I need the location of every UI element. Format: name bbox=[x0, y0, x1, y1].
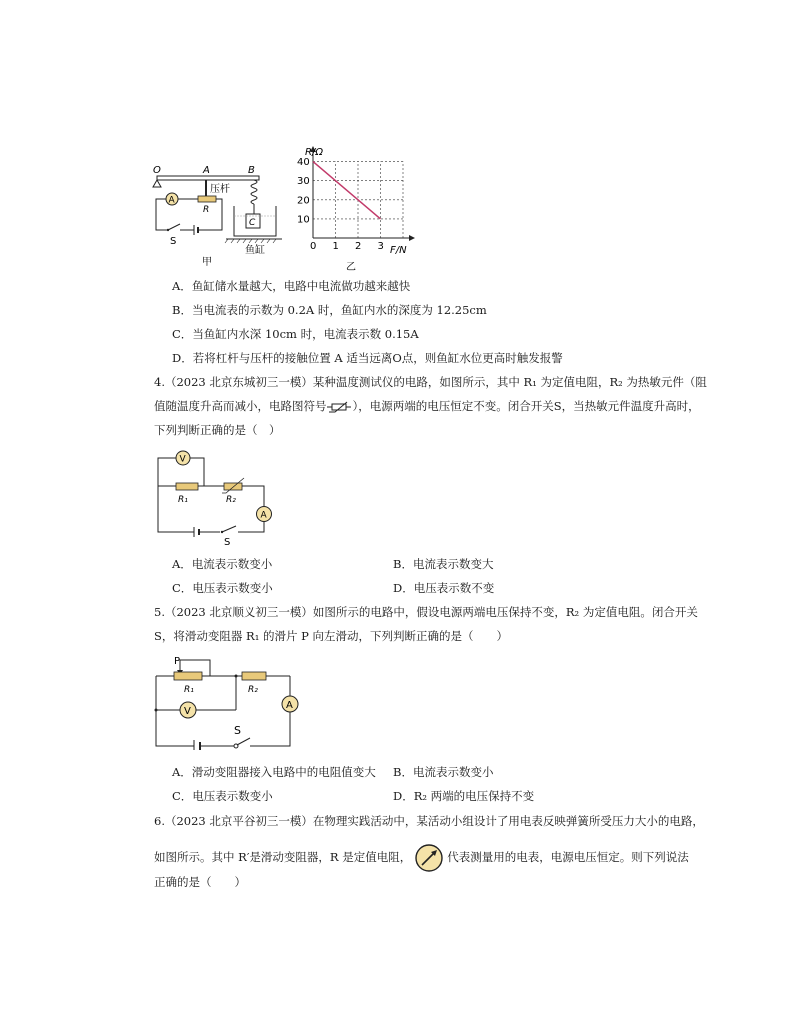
q5-stem-line2: S，将滑动变阻器 R₁ 的滑片 P 向左滑动，下列判断正确的是（ ） bbox=[154, 629, 509, 643]
q6-stem-line3: 正确的是（ ） bbox=[154, 875, 246, 889]
chart-xtick-label: 2 bbox=[355, 241, 362, 252]
thermistor-symbol-icon bbox=[327, 401, 353, 413]
ammeter-label: A bbox=[168, 195, 175, 206]
chart-ytick-label: 20 bbox=[297, 195, 310, 207]
label-P: P bbox=[174, 656, 181, 667]
q4-option-d[interactable]: D．电压表示数不变 bbox=[393, 581, 495, 595]
label-S: S bbox=[224, 537, 231, 546]
figure-caption-jia: 甲 bbox=[202, 257, 212, 268]
label-S: S bbox=[234, 724, 241, 737]
q5-option-d[interactable]: D．R₂ 两端的电压保持不变 bbox=[393, 789, 535, 803]
ammeter-label: A bbox=[260, 510, 267, 521]
q5-option-c[interactable]: C．电压表示数变小 bbox=[172, 789, 273, 803]
q3-option-c[interactable]: C．当鱼缸内水深 10cm 时，电流表示数 0.15A bbox=[172, 327, 419, 341]
label-R: R bbox=[203, 205, 210, 215]
label-B: B bbox=[248, 165, 255, 176]
spring-icon bbox=[251, 180, 257, 204]
ammeter-label: A bbox=[286, 700, 293, 711]
q3-option-b[interactable]: B．当电流表的示数为 0.2A 时，鱼缸内水的深度为 12.25cm bbox=[172, 303, 487, 317]
chart-xtick-label: 3 bbox=[377, 241, 384, 252]
chart-ylabel: R/Ω bbox=[305, 147, 323, 158]
q3-option-d[interactable]: D．若将杠杆与压杆的接触位置 A 适当远离O点，则鱼缸水位更高时触发报警 bbox=[172, 351, 563, 365]
chart-series-line bbox=[313, 162, 381, 219]
chart-ytick-label: 40 bbox=[297, 157, 310, 169]
switch-S bbox=[237, 738, 250, 745]
label-A: A bbox=[203, 165, 210, 176]
q5-option-a[interactable]: A．滑动变阻器接入电路中的电阻值变大 bbox=[172, 765, 376, 779]
label-R2: R₂ bbox=[248, 685, 258, 695]
q5-stem-line1: 5.（2023 北京顺义初三一模）如图所示的电路中，假设电源两端电压保持不变，R₂ 为定值电阻。闭合开关 bbox=[154, 605, 698, 619]
q4-stem-line2: 值随温度升高而减小，电路图符号 ），电源两端的电压恒定不变。闭合开关S，当热敏元件温度升高时， bbox=[154, 399, 700, 413]
pivot-icon bbox=[153, 180, 161, 187]
chart-caption: 乙 bbox=[346, 262, 356, 272]
q4-option-a[interactable]: A．电流表示数变小 bbox=[172, 557, 273, 571]
q4-stem-line3: 下列判断正确的是（ ） bbox=[154, 423, 281, 437]
label-R2: R₂ bbox=[226, 495, 236, 505]
switch-S bbox=[222, 526, 236, 532]
voltmeter-label: V bbox=[184, 706, 191, 717]
label-R1: R₁ bbox=[184, 685, 194, 695]
label-S: S bbox=[170, 236, 177, 247]
chart-ytick-label: 30 bbox=[297, 176, 310, 188]
thermistor-R2 bbox=[224, 483, 242, 490]
chart-xtick-label: 1 bbox=[332, 241, 339, 252]
q6-stem-line2: 如图所示。其中 R′是滑动变阻器，R 是定值电阻， 代表测量用的电表，电源电压恒定。则下列说法 bbox=[154, 843, 689, 873]
figure-q4-circuit bbox=[150, 446, 280, 546]
q5-option-b[interactable]: B．电流表示数变小 bbox=[393, 765, 494, 779]
figure-q5-circuit bbox=[150, 650, 305, 750]
lever-bar bbox=[157, 176, 259, 180]
chart-xtick-label: 0 bbox=[310, 241, 317, 252]
q4-option-c[interactable]: C．电压表示数变小 bbox=[172, 581, 273, 595]
resistor-R1 bbox=[176, 483, 198, 490]
chart-ytick-label: 10 bbox=[297, 214, 310, 226]
label-O: O bbox=[153, 165, 161, 176]
chart-x-arrow-icon bbox=[409, 235, 415, 241]
q3-option-a[interactable]: A．鱼缸储水量越大，电路中电流做功越来越快 bbox=[172, 279, 411, 293]
rheostat-R1 bbox=[174, 672, 202, 680]
voltmeter-label: V bbox=[179, 454, 186, 465]
q6-stem-line1: 6.（2023 北京平谷初三一模）在物理实践活动中，某活动小组设计了用电表反映弹簧所受压力大小的电路， bbox=[154, 814, 704, 828]
chart-xlabel: F/N bbox=[390, 245, 407, 256]
chart-r-vs-f bbox=[293, 146, 423, 272]
label-C: C bbox=[249, 218, 256, 228]
label-R1: R₁ bbox=[178, 495, 188, 505]
switch-S bbox=[168, 224, 180, 230]
q4-stem-line1: 4.（2023 北京东城初三一模）某种温度测试仪的电路，如图所示，其中 R₁ 为定值电阻，R₂ 为热敏元件（阻 bbox=[154, 375, 707, 389]
label-lever: 压杆 bbox=[210, 184, 230, 195]
label-tank: 鱼缸 bbox=[245, 245, 265, 256]
q4-option-b[interactable]: B．电流表示数变大 bbox=[393, 557, 494, 571]
resistor-R2 bbox=[242, 672, 266, 680]
resistor-R bbox=[198, 196, 216, 202]
meter-symbol-icon bbox=[414, 843, 444, 873]
figure-lever-circuit bbox=[150, 160, 290, 272]
